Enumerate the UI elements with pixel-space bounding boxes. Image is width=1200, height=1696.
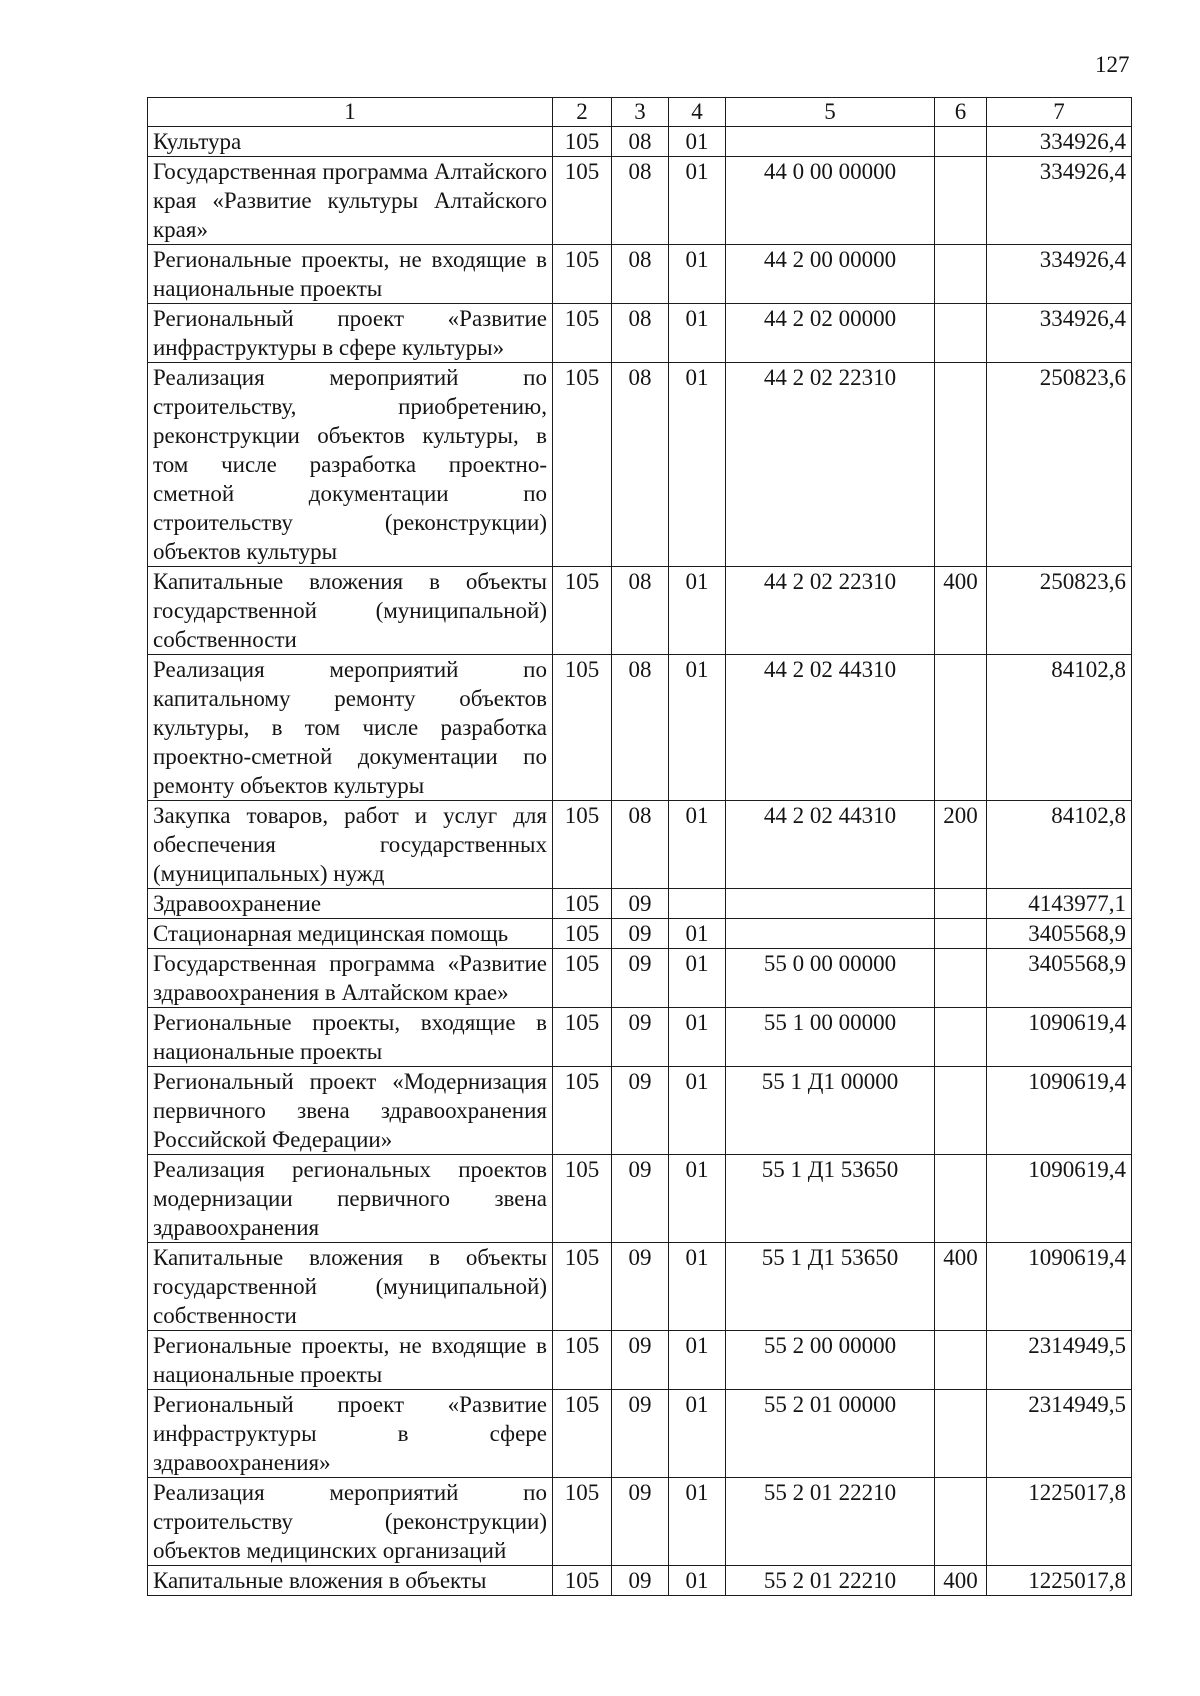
amount-cell: 84102,8: [987, 801, 1132, 889]
expense-type-cell: 400: [935, 1243, 987, 1331]
target-article-cell: 55 2 00 00000: [726, 1331, 935, 1390]
subsection-code-cell: 01: [669, 245, 726, 304]
column-header: 6: [935, 98, 987, 127]
subsection-code-cell: 01: [669, 1155, 726, 1243]
row-name-cell: Капитальные вложения в объекты государственной (муниципальной) собственности: [148, 567, 553, 655]
row-name-cell: Региональные проекты, не входящие в национальные проекты: [148, 245, 553, 304]
expense-type-cell: [935, 1331, 987, 1390]
chapter-code-cell: 08: [612, 363, 669, 567]
table-row: [148, 1390, 1132, 1478]
subsection-code-cell: 01: [669, 363, 726, 567]
target-article-cell: 55 2 01 00000: [726, 1390, 935, 1478]
chapter-code-cell: 09: [612, 919, 669, 949]
subsection-code-cell: 01: [669, 1390, 726, 1478]
amount-cell: 1090619,4: [987, 1067, 1132, 1155]
amount-cell: 250823,6: [987, 567, 1132, 655]
amount-cell: 1090619,4: [987, 1008, 1132, 1067]
expense-type-cell: [935, 1155, 987, 1243]
expense-type-cell: [935, 655, 987, 801]
row-name-cell: Стационарная медицинская помощь: [148, 919, 553, 949]
target-article-cell: 55 1 Д1 53650: [726, 1155, 935, 1243]
section-code-cell: 105: [553, 1067, 612, 1155]
amount-cell: 2314949,5: [987, 1331, 1132, 1390]
section-code-cell: 105: [553, 567, 612, 655]
table-row: [148, 949, 1132, 1008]
budget-table: [147, 97, 1132, 1596]
target-article-cell: [726, 919, 935, 949]
amount-cell: 4143977,1: [987, 889, 1132, 919]
section-code-cell: 105: [553, 1566, 612, 1596]
amount-cell: 1090619,4: [987, 1155, 1132, 1243]
row-name-cell: Государственная программа Алтайского края «Развитие культуры Алтайского края»: [148, 157, 553, 245]
target-article-cell: 55 1 00 00000: [726, 1008, 935, 1067]
expense-type-cell: [935, 949, 987, 1008]
amount-cell: 250823,6: [987, 363, 1132, 567]
expense-type-cell: [935, 363, 987, 567]
page-number: 127: [1095, 52, 1130, 77]
amount-cell: 1090619,4: [987, 1243, 1132, 1331]
subsection-code-cell: 01: [669, 655, 726, 801]
row-name-cell: Капитальные вложения в объекты государственной (муниципальной) собственности: [148, 1243, 553, 1331]
table-row: [148, 304, 1132, 363]
section-code-cell: 105: [553, 1331, 612, 1390]
row-name-cell: Региональный проект «Развитие инфраструктуры в сфере здравоохранения»: [148, 1390, 553, 1478]
subsection-code-cell: 01: [669, 1331, 726, 1390]
table-row: [148, 919, 1132, 949]
row-name-cell: Региональный проект «Модернизация первичного звена здравоохранения Российской Федерации»: [148, 1067, 553, 1155]
target-article-cell: 44 2 02 22310: [726, 567, 935, 655]
subsection-code-cell: 01: [669, 157, 726, 245]
column-header: 5: [726, 98, 935, 127]
row-name-cell: Культура: [148, 127, 553, 157]
row-name-cell: Государственная программа «Развитие здравоохранения в Алтайском крае»: [148, 949, 553, 1008]
column-header: 3: [612, 98, 669, 127]
row-name-cell: Закупка товаров, работ и услуг для обеспечения государственных (муниципальных) нужд: [148, 801, 553, 889]
expense-type-cell: [935, 127, 987, 157]
subsection-code-cell: 01: [669, 1566, 726, 1596]
table-row: [148, 1478, 1132, 1566]
row-name-cell: Здравоохранение: [148, 889, 553, 919]
table-row: [148, 1067, 1132, 1155]
row-name-cell: Реализация мероприятий по капитальному ремонту объектов культуры, в том числе разработка проектно-сметной документации по ремонту объектов культуры: [148, 655, 553, 801]
table-row: [148, 1008, 1132, 1067]
column-header: 1: [148, 98, 553, 127]
amount-cell: 1225017,8: [987, 1478, 1132, 1566]
amount-cell: 334926,4: [987, 127, 1132, 157]
chapter-code-cell: 09: [612, 1243, 669, 1331]
chapter-code-cell: 09: [612, 1478, 669, 1566]
subsection-code-cell: 01: [669, 949, 726, 1008]
chapter-code-cell: 08: [612, 127, 669, 157]
expense-type-cell: 200: [935, 801, 987, 889]
target-article-cell: 44 2 02 44310: [726, 655, 935, 801]
subsection-code-cell: 01: [669, 1243, 726, 1331]
table-row: [148, 363, 1132, 567]
target-article-cell: 55 2 01 22210: [726, 1566, 935, 1596]
section-code-cell: 105: [553, 1155, 612, 1243]
chapter-code-cell: 08: [612, 801, 669, 889]
expense-type-cell: [935, 1478, 987, 1566]
chapter-code-cell: 08: [612, 655, 669, 801]
section-code-cell: 105: [553, 1008, 612, 1067]
section-code-cell: 105: [553, 245, 612, 304]
section-code-cell: 105: [553, 801, 612, 889]
expense-type-cell: [935, 1390, 987, 1478]
chapter-code-cell: 09: [612, 1155, 669, 1243]
section-code-cell: 105: [553, 1390, 612, 1478]
chapter-code-cell: 09: [612, 949, 669, 1008]
table-row: [148, 1243, 1132, 1331]
target-article-cell: 55 0 00 00000: [726, 949, 935, 1008]
chapter-code-cell: 09: [612, 1067, 669, 1155]
row-name-cell: Региональный проект «Развитие инфраструктуры в сфере культуры»: [148, 304, 553, 363]
amount-cell: 1225017,8: [987, 1566, 1132, 1596]
table-row: [148, 801, 1132, 889]
row-name-cell: Реализация мероприятий по строительству (реконструкции) объектов медицинских организаций: [148, 1478, 553, 1566]
target-article-cell: [726, 127, 935, 157]
chapter-code-cell: 09: [612, 1390, 669, 1478]
table-row: [148, 157, 1132, 245]
target-article-cell: 55 1 Д1 00000: [726, 1067, 935, 1155]
section-code-cell: 105: [553, 304, 612, 363]
subsection-code-cell: [669, 889, 726, 919]
row-name-cell: Региональные проекты, входящие в национальные проекты: [148, 1008, 553, 1067]
table-row: [148, 567, 1132, 655]
section-code-cell: 105: [553, 919, 612, 949]
chapter-code-cell: 09: [612, 1331, 669, 1390]
chapter-code-cell: 08: [612, 157, 669, 245]
expense-type-cell: [935, 304, 987, 363]
subsection-code-cell: 01: [669, 304, 726, 363]
chapter-code-cell: 08: [612, 245, 669, 304]
target-article-cell: 55 2 01 22210: [726, 1478, 935, 1566]
expense-type-cell: [935, 1067, 987, 1155]
table-row: [148, 889, 1132, 919]
row-name-cell: Региональные проекты, не входящие в национальные проекты: [148, 1331, 553, 1390]
amount-cell: 334926,4: [987, 157, 1132, 245]
table-header-row: [148, 98, 1132, 127]
expense-type-cell: [935, 157, 987, 245]
expense-type-cell: [935, 889, 987, 919]
target-article-cell: 44 2 02 22310: [726, 363, 935, 567]
section-code-cell: 105: [553, 1478, 612, 1566]
table-row: [148, 1566, 1132, 1596]
column-header: 2: [553, 98, 612, 127]
chapter-code-cell: 08: [612, 304, 669, 363]
target-article-cell: [726, 889, 935, 919]
amount-cell: 334926,4: [987, 304, 1132, 363]
amount-cell: 3405568,9: [987, 949, 1132, 1008]
subsection-code-cell: 01: [669, 801, 726, 889]
row-name-cell: Реализация региональных проектов модернизации первичного звена здравоохранения: [148, 1155, 553, 1243]
table-row: [148, 245, 1132, 304]
chapter-code-cell: 09: [612, 889, 669, 919]
amount-cell: 334926,4: [987, 245, 1132, 304]
chapter-code-cell: 08: [612, 567, 669, 655]
target-article-cell: 44 0 00 00000: [726, 157, 935, 245]
section-code-cell: 105: [553, 127, 612, 157]
section-code-cell: 105: [553, 655, 612, 801]
expense-type-cell: [935, 245, 987, 304]
target-article-cell: 44 2 02 00000: [726, 304, 935, 363]
target-article-cell: 44 2 00 00000: [726, 245, 935, 304]
chapter-code-cell: 09: [612, 1566, 669, 1596]
target-article-cell: 55 1 Д1 53650: [726, 1243, 935, 1331]
table-row: [148, 1155, 1132, 1243]
subsection-code-cell: 01: [669, 1008, 726, 1067]
row-name-cell: Реализация мероприятий по строительству, приобретению, реконструкции объектов культуры, в том числе разработка проектно-сметной документации по строительству (реконструкции) объектов культуры: [148, 363, 553, 567]
subsection-code-cell: 01: [669, 1067, 726, 1155]
expense-type-cell: [935, 919, 987, 949]
expense-type-cell: [935, 1008, 987, 1067]
section-code-cell: 105: [553, 889, 612, 919]
section-code-cell: 105: [553, 949, 612, 1008]
section-code-cell: 105: [553, 363, 612, 567]
amount-cell: 3405568,9: [987, 919, 1132, 949]
column-header: 7: [987, 98, 1132, 127]
amount-cell: 84102,8: [987, 655, 1132, 801]
subsection-code-cell: 01: [669, 919, 726, 949]
subsection-code-cell: 01: [669, 567, 726, 655]
target-article-cell: 44 2 02 44310: [726, 801, 935, 889]
section-code-cell: 105: [553, 1243, 612, 1331]
section-code-cell: 105: [553, 157, 612, 245]
amount-cell: 2314949,5: [987, 1390, 1132, 1478]
expense-type-cell: 400: [935, 567, 987, 655]
subsection-code-cell: 01: [669, 1478, 726, 1566]
subsection-code-cell: 01: [669, 127, 726, 157]
chapter-code-cell: 09: [612, 1008, 669, 1067]
expense-type-cell: 400: [935, 1566, 987, 1596]
table-row: [148, 1331, 1132, 1390]
table-row: [148, 127, 1132, 157]
column-header: 4: [669, 98, 726, 127]
row-name-cell: Капитальные вложения в объекты: [148, 1566, 553, 1596]
table-row: [148, 655, 1132, 801]
